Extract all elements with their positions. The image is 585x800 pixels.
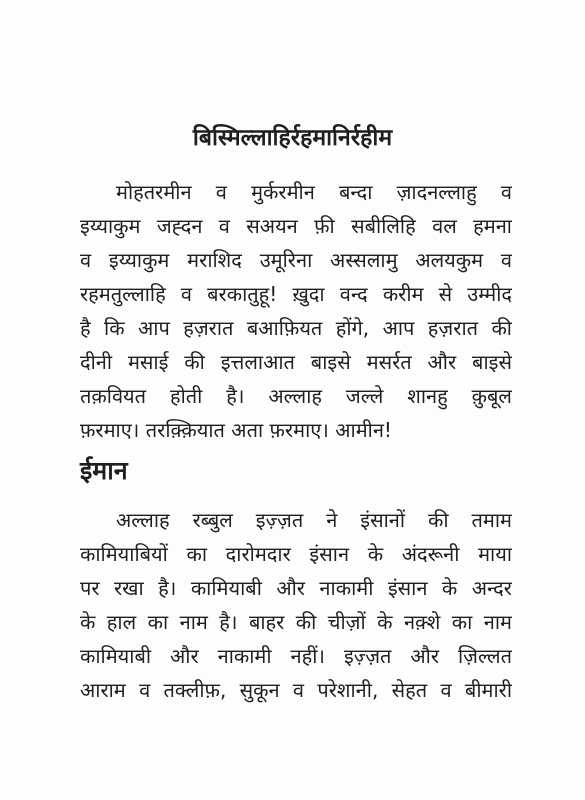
paragraph-line: के हाल का नाम है। बाहर की चीज़ों के नक़्शे का नाम (80, 610, 512, 634)
bismillah-heading: बिस्मिल्लाहिर्रहमानिर्रहीम (192, 125, 393, 151)
paragraph-line: फ़रमाए। तरक़्क़ियात अता फ़रमाए। आमीन! (80, 418, 392, 442)
paragraph-line: व इय्याकुम मराशिद उमूरिना अस्सलामु अलयकुम व (80, 248, 512, 272)
paragraph-line: तक़वियत होती है। अल्लाह जल्ले शानहु क़ुबूल (80, 384, 512, 408)
paragraph-line: पर रखा है। कामियाबी और नाकामी इंसान के अन्दर (80, 576, 512, 600)
opening-paragraph (80, 175, 512, 447)
paragraph-line: मोहतरमीन व मुर्करमीन बन्दा ज़ादनल्लाहु व (116, 180, 512, 204)
paragraph-line: रहमतुल्लाहि व बरकातुहू! ख़ुदा वन्द करीम से उम्मीद (80, 282, 512, 306)
iman-paragraph (80, 503, 512, 707)
paragraph-line: इय्याकुम जह्दन व सअयन फ़ी सबीलिहि वल हमना (80, 214, 512, 238)
paragraph-line: अल्लाह रब्बुल इज़्ज़त ने इंसानों की तमाम (116, 508, 512, 532)
section-heading-iman: ईमान (80, 456, 128, 485)
paragraph-line: कामियाबियों का दारोमदार इंसान के अंदरूनी माया (80, 542, 512, 566)
paragraph-line: कामियाबी और नाकामी नहीं। इज़्ज़त और ज़िल्लत (80, 644, 512, 668)
paragraph-line: है कि आप हज़रात बआफ़ियत होंगे, आप हज़रात की (80, 316, 512, 340)
paragraph-line: दीनी मसाई की इत्तलाआत बाइसे मसर्रत और बाइसे (80, 350, 512, 374)
paragraph-line: आराम व तक्लीफ़, सुकून व परेशानी, सेहत व बीमारी (80, 678, 512, 702)
